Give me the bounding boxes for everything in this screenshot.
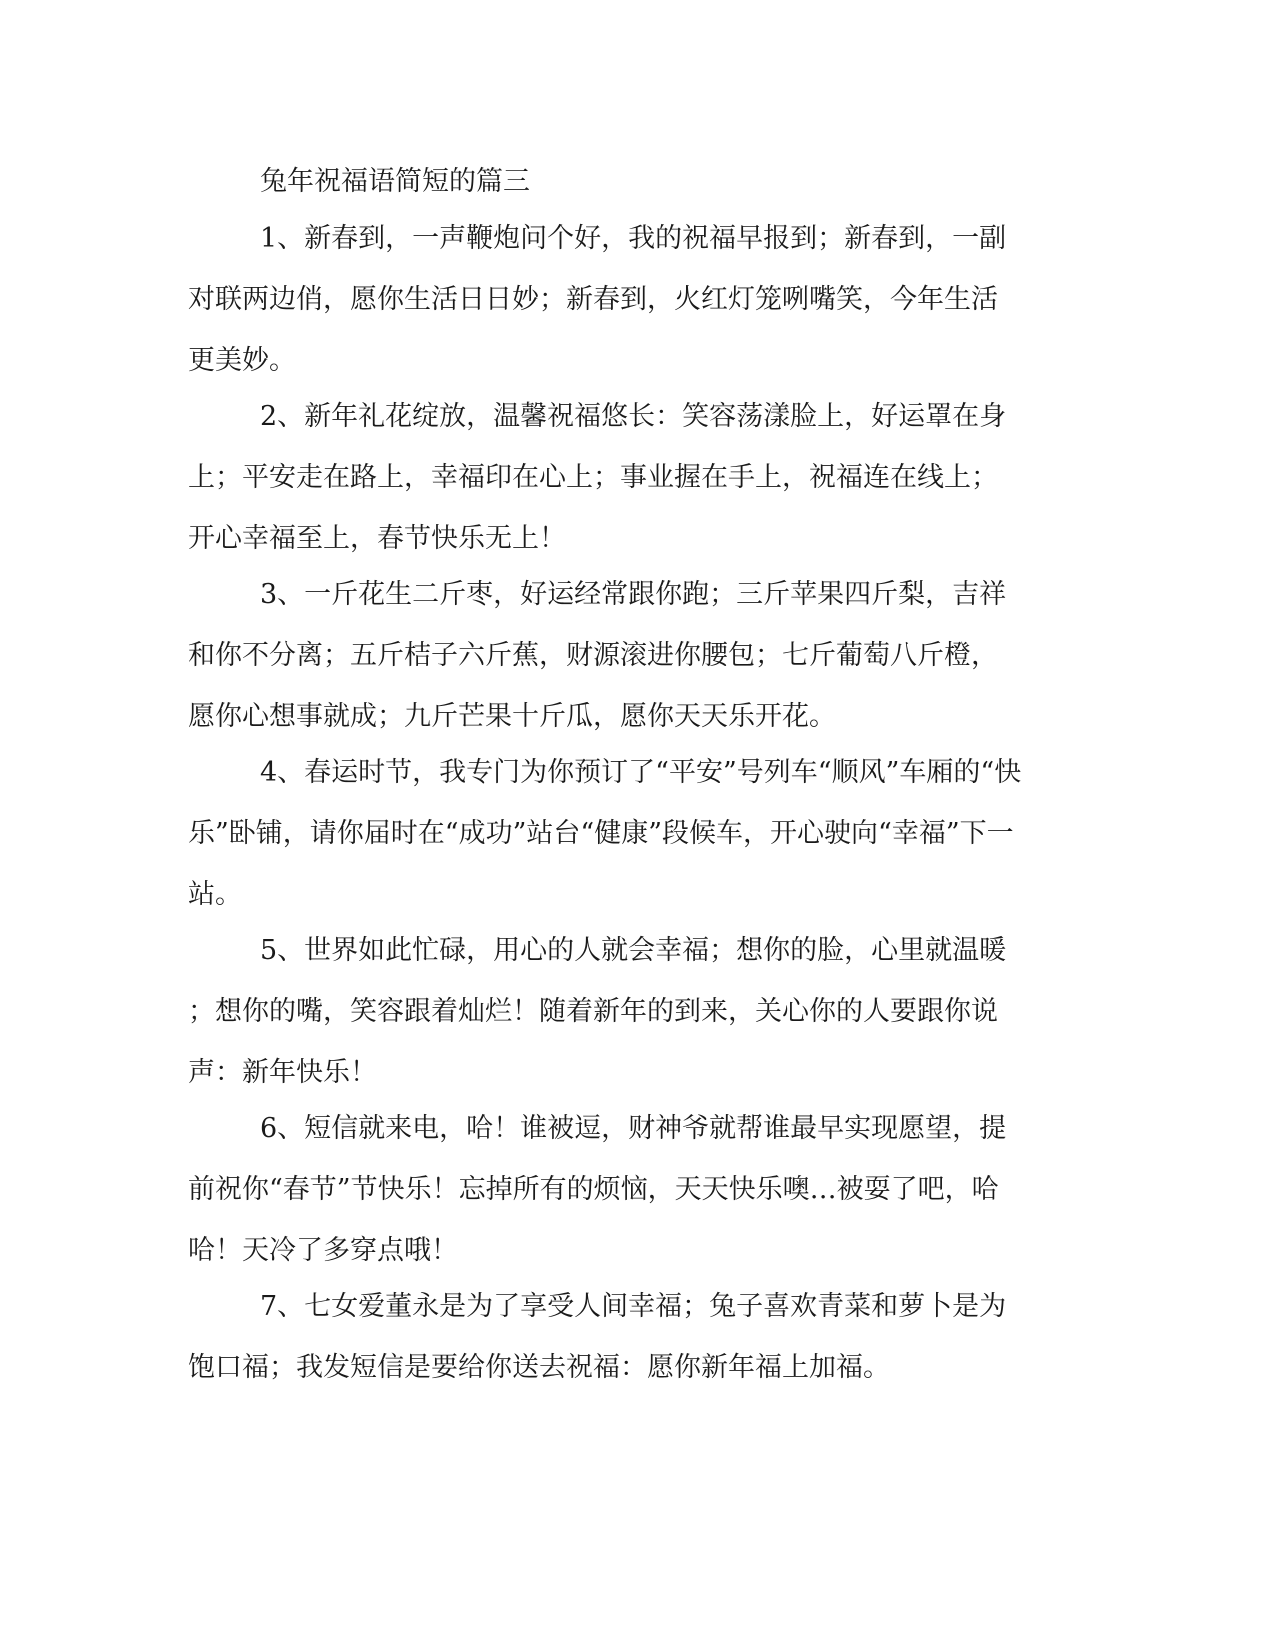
paragraph-line: 4、春运时节，我专门为你预订了“平安”号列车“顺风”车厢的“快 [260,757,1022,788]
paragraph-line: 5、世界如此忙碌，用心的人就会幸福；想你的脸，心里就温暖 [260,935,1007,966]
paragraph-line: ；想你的嘴，笑容跟着灿烂！随着新年的到来，关心你的人要跟你说 [188,996,998,1027]
paragraph-line: 更美妙。 [188,345,296,376]
paragraph-4 [188,742,1068,925]
paragraph-line: 开心幸福至上，春节快乐无上！ [188,523,566,554]
paragraph-line: 饱口福；我发短信是要给你送去祝福：愿你新年福上加福。 [188,1352,890,1383]
paragraph-2 [188,386,1068,569]
paragraph-line: 声：新年快乐！ [188,1057,377,1088]
paragraph-6 [188,1098,1068,1281]
paragraph-7 [188,1276,1068,1398]
document-title: 兔年祝福语简短的篇三 [260,166,530,197]
paragraph-line: 对联两边俏，愿你生活日日妙；新春到，火红灯笼咧嘴笑，今年生活 [188,284,998,315]
paragraph-line: 1、新春到，一声鞭炮问个好，我的祝福早报到；新春到，一副 [260,223,1007,254]
paragraph-line: 7、七女爱董永是为了享受人间幸福；兔子喜欢青菜和萝卜是为 [260,1291,1007,1322]
paragraph-line: 上；平安走在路上，幸福印在心上；事业握在手上，祝福连在线上； [188,462,998,493]
paragraph-line: 乐”卧铺，请你届时在“成功”站台“健康”段候车，开心驶向“幸福”下一 [188,818,1014,849]
paragraph-line: 站。 [188,879,242,910]
paragraph-line: 愿你心想事就成；九斤芒果十斤瓜，愿你天天乐开花。 [188,701,836,732]
paragraph-line: 3、一斤花生二斤枣，好运经常跟你跑；三斤苹果四斤梨，吉祥 [260,579,1007,610]
paragraph-line: 6、短信就来电，哈！谁被逗，财神爷就帮谁最早实现愿望，提 [260,1113,1007,1144]
paragraph-1 [188,208,1068,391]
paragraph-3 [188,564,1068,747]
paragraph-line: 前祝你“春节”节快乐！忘掉所有的烦恼，天天快乐噢…被耍了吧，哈 [188,1174,999,1205]
paragraph-5 [188,920,1068,1103]
paragraph-line: 和你不分离；五斤桔子六斤蕉，财源滚进你腰包；七斤葡萄八斤橙， [188,640,998,671]
paragraph-line: 哈！天冷了多穿点哦！ [188,1235,458,1266]
paragraph-line: 2、新年礼花绽放，温馨祝福悠长：笑容荡漾脸上，好运罩在身 [260,401,1007,432]
